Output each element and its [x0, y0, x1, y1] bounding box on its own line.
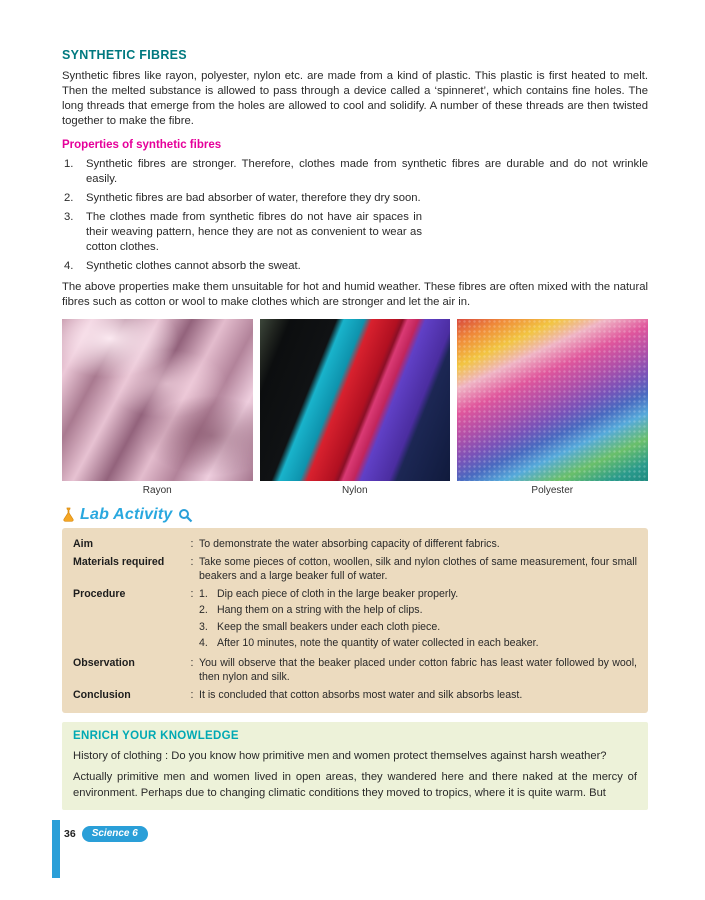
property-text: Synthetic fibres are bad absorber of water, therefore they dry soon.	[86, 192, 421, 204]
lab-materials-text: Take some pieces of cotton, woollen, silk and nylon clothes of same measurement, four small beakers and a large beaker full of water.	[199, 555, 637, 582]
properties-heading: Properties of synthetic fibres	[62, 139, 222, 151]
enrich-title: ENRICH YOUR KNOWLEDGE	[73, 730, 239, 742]
property-text: The clothes made from synthetic fibres do not have air spaces in their weaving pattern, hence they are not as convenient to wear as cotton clothes.	[86, 211, 422, 253]
rayon-fabric-image	[62, 319, 253, 481]
colon-separator	[185, 688, 199, 703]
lab-activity-box	[62, 528, 648, 713]
lab-label: Observation	[73, 656, 135, 669]
procedure-list	[199, 587, 637, 651]
procedure-step: After 10 minutes, note the quantity of water collected in each beaker.	[217, 637, 539, 649]
colon-separator	[185, 537, 199, 552]
page-number: 36	[64, 828, 76, 840]
section-title: SYNTHETIC FIBRES	[62, 48, 187, 62]
fabric-figures	[62, 319, 648, 496]
property-text: Synthetic fibres are stronger. Therefore, clothes made from synthetic fibres are durable and do not wrinkle easily.	[86, 158, 648, 185]
property-text: Synthetic clothes cannot absorb the sweat.	[86, 260, 301, 272]
property-item	[62, 259, 648, 274]
lab-label: Procedure	[73, 587, 126, 600]
procedure-step: Dip each piece of cloth in the large beaker properly.	[217, 587, 459, 600]
lab-label: Conclusion	[73, 688, 131, 701]
colon-separator	[185, 587, 199, 653]
figure-caption: Rayon	[142, 485, 172, 496]
lab-row-procedure	[73, 587, 637, 653]
property-item	[62, 210, 648, 255]
figure-caption: Polyester	[531, 485, 574, 496]
lab-activity-title: Lab Activity	[80, 506, 173, 523]
nylon-fabric-image	[260, 319, 451, 481]
property-item	[62, 191, 648, 206]
figure-polyester	[457, 319, 648, 496]
figure-nylon	[260, 319, 451, 496]
lab-aim-text: To demonstrate the water absorbing capacity of different fabrics.	[199, 538, 500, 550]
page-edge-bar	[52, 820, 60, 878]
colon-separator	[185, 656, 199, 685]
lab-procedure-steps	[199, 587, 637, 653]
lab-activity-header	[62, 506, 648, 524]
book-badge: Science 6	[82, 826, 148, 842]
enrich-paragraph: Actually primitive men and women lived in open areas, they wandered here and there naked at the mercy of environment. Perhaps due to changing climatic conditions they moved to tropics, where it is quite warm. But	[73, 771, 637, 799]
lab-label: Aim	[73, 538, 94, 550]
intro-paragraph: Synthetic fibres like rayon, polyester, nylon etc. are made from a kind of plastic. This plastic is first heated to melt. Then the melted substance is allowed to pass through a device called a ‘spinneret’, which contains fine holes. The long threads that emerge from the holes are allowed to cool and solidify. A number of these threads are then twisted together to make the fibre.	[62, 70, 648, 127]
page-content	[62, 48, 648, 810]
colon-separator	[185, 555, 199, 584]
lab-conclusion-text: It is concluded that cotton absorbs most water and silk absorbs least.	[199, 688, 523, 701]
properties-list	[62, 157, 648, 274]
figure-caption: Nylon	[341, 485, 368, 496]
flask-icon	[62, 507, 75, 523]
lab-label: Materials required	[73, 555, 165, 568]
lab-row-observation	[73, 656, 637, 685]
lab-observation-text: You will observe that the beaker placed under cotton fabric has least water followed by wool, then nylon and silk.	[199, 656, 637, 683]
figure-rayon	[62, 319, 253, 496]
properties-conclusion: The above properties make them unsuitable for hot and humid weather. These fibres are often mixed with the natural fibres such as cotton or wool to make clothes which are stronger and let the air in.	[62, 281, 648, 308]
enrich-paragraph: History of clothing : Do you know how primitive men and women protect themselves against harsh weather?	[73, 750, 607, 762]
polyester-fabric-image	[457, 319, 648, 481]
property-item	[62, 157, 648, 187]
page-footer	[64, 826, 148, 842]
procedure-step: Keep the small beakers under each cloth piece.	[217, 620, 441, 633]
magnifier-icon	[178, 508, 193, 523]
procedure-step: Hang them on a string with the help of clips.	[217, 604, 423, 616]
enrich-knowledge-box	[62, 722, 648, 810]
lab-row-materials	[73, 555, 637, 584]
lab-row-aim	[73, 537, 637, 552]
lab-row-conclusion	[73, 688, 637, 703]
